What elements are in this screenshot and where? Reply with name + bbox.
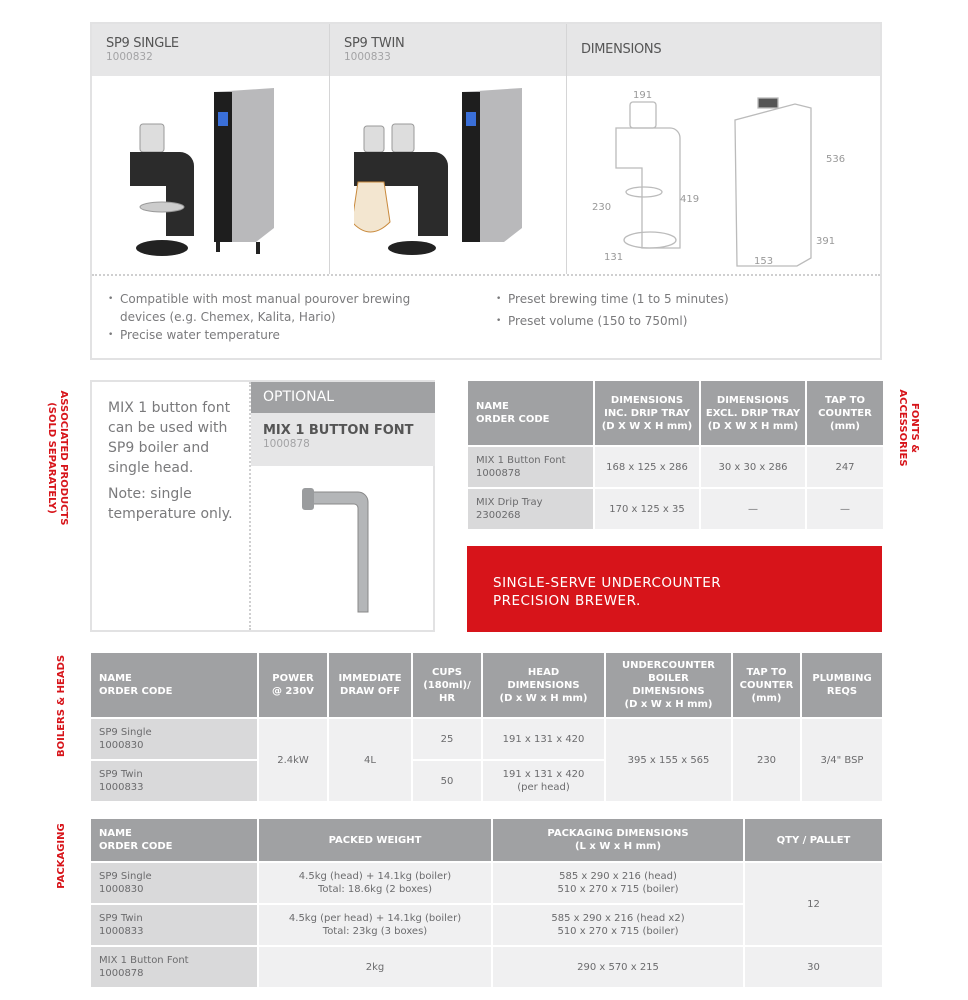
text: 510 x 270 x 715 (boiler) — [557, 926, 679, 937]
text: 168 x 125 x 286 — [594, 446, 700, 488]
text: 230 — [732, 718, 801, 802]
text: 170 x 125 x 35 — [594, 488, 700, 530]
text: COUNTER — [818, 407, 872, 419]
sp9-twin-image — [354, 82, 554, 268]
table-cell — [467, 446, 594, 488]
tagline-banner — [467, 546, 882, 632]
text: 30 — [744, 946, 883, 988]
text: 2kg — [258, 946, 492, 988]
text: 50 — [412, 760, 482, 802]
text: — — [806, 488, 884, 530]
table-cell — [492, 862, 744, 904]
table-cell — [467, 488, 594, 530]
text: 3/4" BSP — [801, 718, 883, 802]
product-title: MIX 1 BUTTON FONT — [263, 423, 414, 438]
sp9-twin-header — [330, 24, 566, 76]
fonts-accessories-label — [896, 378, 920, 478]
dim-label: 391 — [816, 236, 836, 247]
text: (D X W X H mm) — [707, 420, 799, 432]
text: 585 x 290 x 216 (head x2) — [551, 913, 685, 924]
associated-note: Note: single temperature only. — [108, 486, 233, 522]
text: ORDER CODE — [476, 414, 550, 425]
text: — — [700, 488, 806, 530]
text: 1000833 — [99, 782, 144, 793]
text: DIMENSIONS — [632, 686, 705, 697]
text: 30 x 30 x 286 — [700, 446, 806, 488]
col-header — [744, 818, 883, 862]
text: DIMENSIONS — [610, 394, 684, 406]
dimension-drawing — [570, 80, 880, 272]
accessories-table — [466, 379, 885, 531]
table-cell — [90, 718, 258, 760]
text: INC. DRIP TRAY — [604, 407, 690, 419]
text: QTY / PALLET — [776, 834, 851, 846]
product-code: 1000833 — [344, 51, 391, 63]
col-header — [258, 652, 328, 718]
boilers-table — [89, 651, 884, 803]
dim-label: 536 — [826, 154, 846, 165]
text: 1000878 — [476, 468, 521, 479]
col-header — [605, 652, 732, 718]
col-header — [801, 652, 883, 718]
dim-label: 191 — [633, 90, 653, 101]
table-cell — [90, 760, 258, 802]
side-label-line: (SOLD SEPARATELY) — [46, 402, 57, 514]
text: (D x W x H mm) — [624, 699, 713, 710]
text: (mm) — [751, 692, 782, 704]
text: NAME — [476, 401, 509, 412]
table-cell — [90, 946, 258, 988]
associated-product-box — [90, 380, 435, 632]
text: PACKED WEIGHT — [328, 834, 422, 846]
col-header — [328, 652, 412, 718]
tagline-line: PRECISION BREWER. — [493, 593, 641, 609]
divider — [329, 24, 330, 274]
text: NAME — [99, 828, 132, 839]
text: 25 — [412, 718, 482, 760]
text: 191 x 131 x 420 — [482, 718, 605, 760]
text: MIX 1 Button Font — [99, 955, 189, 966]
text: 2.4kW — [258, 718, 328, 802]
text: CUPS — [432, 666, 462, 678]
packaging-label: PACKAGING — [56, 823, 67, 889]
text: ORDER CODE — [99, 841, 173, 852]
col-header — [700, 380, 806, 446]
text: 12 — [744, 862, 883, 946]
boilers-heads-label: BOILERS & HEADS — [56, 654, 67, 757]
col-header — [732, 652, 801, 718]
text: HR — [438, 692, 456, 704]
text: 4L — [328, 718, 412, 802]
table-cell — [258, 904, 492, 946]
feature-item: • Preset brewing time (1 to 5 minutes) — [494, 290, 854, 308]
dim-label: 131 — [604, 252, 624, 263]
sp9-single-header — [92, 24, 329, 76]
side-label-line: ACCESSORIES — [897, 389, 908, 467]
text: SP9 Single — [99, 727, 152, 738]
col-header — [412, 652, 482, 718]
text: DRAW OFF — [340, 686, 400, 697]
col-header — [806, 380, 884, 446]
text: PLUMBING — [812, 673, 872, 684]
text: (D x W x H mm) — [499, 692, 588, 704]
features-right — [494, 290, 854, 330]
text: MIX Drip Tray — [476, 497, 543, 508]
dim-label: 419 — [680, 194, 700, 205]
dimensions-title: DIMENSIONS — [581, 42, 662, 57]
text: 1000830 — [99, 740, 144, 751]
text: 395 x 155 x 565 — [605, 718, 732, 802]
side-label-line: FONTS & — [909, 403, 920, 453]
text: (mm) — [830, 420, 860, 432]
text: @ 230V — [271, 686, 315, 697]
product-title: SP9 SINGLE — [106, 36, 179, 51]
dotted-divider — [92, 274, 880, 276]
text: 2300268 — [476, 510, 521, 521]
text: SP9 Twin — [99, 769, 143, 780]
divider — [566, 24, 567, 274]
text: EXCL. DRIP TRAY — [705, 407, 801, 419]
text: HEAD — [527, 666, 560, 678]
col-header — [90, 818, 258, 862]
col-header — [258, 818, 492, 862]
text: SP9 Single — [99, 871, 152, 882]
text: 4.5kg (per head) + 14.1kg (boiler) — [288, 913, 462, 924]
text: 4.5kg (head) + 14.1kg (boiler) — [298, 871, 452, 882]
sp9-single-image — [122, 82, 312, 268]
table-row — [90, 946, 883, 988]
table-cell — [90, 862, 258, 904]
features-left — [106, 290, 446, 344]
table-cell — [482, 760, 605, 802]
text: DIMENSIONS — [716, 394, 790, 406]
text: SP9 Twin — [99, 913, 143, 924]
side-label-line: ASSOCIATED PRODUCTS — [58, 390, 69, 526]
text: POWER — [272, 673, 314, 684]
text: (L x W x H mm) — [574, 841, 662, 852]
table-row — [467, 446, 884, 488]
table-cell — [492, 904, 744, 946]
text: UNDERCOUNTER — [621, 660, 715, 671]
text: Total: 23kg (3 boxes) — [322, 926, 428, 937]
product-title: SP9 TWIN — [344, 36, 405, 51]
text: 290 x 570 x 215 — [492, 946, 744, 988]
associated-description: MIX 1 button font can be used with SP9 boiler and single head. — [108, 400, 231, 476]
dimensions-header — [567, 24, 880, 76]
feature-item: • Precise water temperature — [106, 326, 446, 344]
table-row — [467, 488, 884, 530]
table-cell — [90, 904, 258, 946]
associated-products-label — [45, 383, 69, 533]
product-overview-box — [90, 22, 882, 360]
col-header — [90, 652, 258, 718]
dim-label: 230 — [592, 202, 612, 213]
text: 191 x 131 x 420 — [502, 769, 585, 780]
text: NAME — [99, 673, 132, 684]
text: BOILER — [648, 673, 689, 684]
col-header — [594, 380, 700, 446]
text: Total: 18.6kg (2 boxes) — [318, 884, 432, 895]
button-font-image — [292, 480, 392, 620]
col-header — [467, 380, 594, 446]
text: 1000833 — [99, 926, 144, 937]
table-cell — [258, 862, 492, 904]
product-code: 1000878 — [263, 438, 310, 450]
product-code: 1000832 — [106, 51, 153, 63]
text: 1000830 — [99, 884, 144, 895]
text: (D X W X H mm) — [601, 420, 693, 432]
col-header — [492, 818, 744, 862]
feature-item: • Preset volume (150 to 750ml) — [494, 312, 854, 330]
table-row — [90, 862, 883, 904]
text: PACKAGING DIMENSIONS — [547, 828, 689, 839]
text: TAP TO — [746, 666, 787, 678]
text: 585 x 290 x 216 (head) — [559, 871, 677, 882]
text: 247 — [806, 446, 884, 488]
optional-badge: OPTIONAL — [251, 382, 435, 413]
text: TAP TO — [825, 394, 865, 406]
text: 1000878 — [99, 968, 144, 979]
text: COUNTER — [739, 679, 794, 691]
feature-item: • Compatible with most manual pourover brewing devices (e.g. Chemex, Kalita, Hario) — [106, 290, 446, 326]
col-header — [482, 652, 605, 718]
text: DIMENSIONS — [507, 679, 580, 691]
text: (180ml)/ — [423, 679, 471, 691]
text: (per head) — [517, 782, 570, 793]
tagline-line: SINGLE-SERVE UNDERCOUNTER — [493, 575, 722, 591]
dim-label: 153 — [754, 256, 774, 267]
text: 510 x 270 x 715 (boiler) — [557, 884, 679, 895]
text: REQS — [826, 686, 858, 697]
table-row — [90, 718, 883, 760]
text: MIX 1 Button Font — [476, 455, 566, 466]
packaging-table — [89, 817, 884, 989]
text: IMMEDIATE — [338, 673, 402, 684]
text: ORDER CODE — [99, 686, 173, 697]
